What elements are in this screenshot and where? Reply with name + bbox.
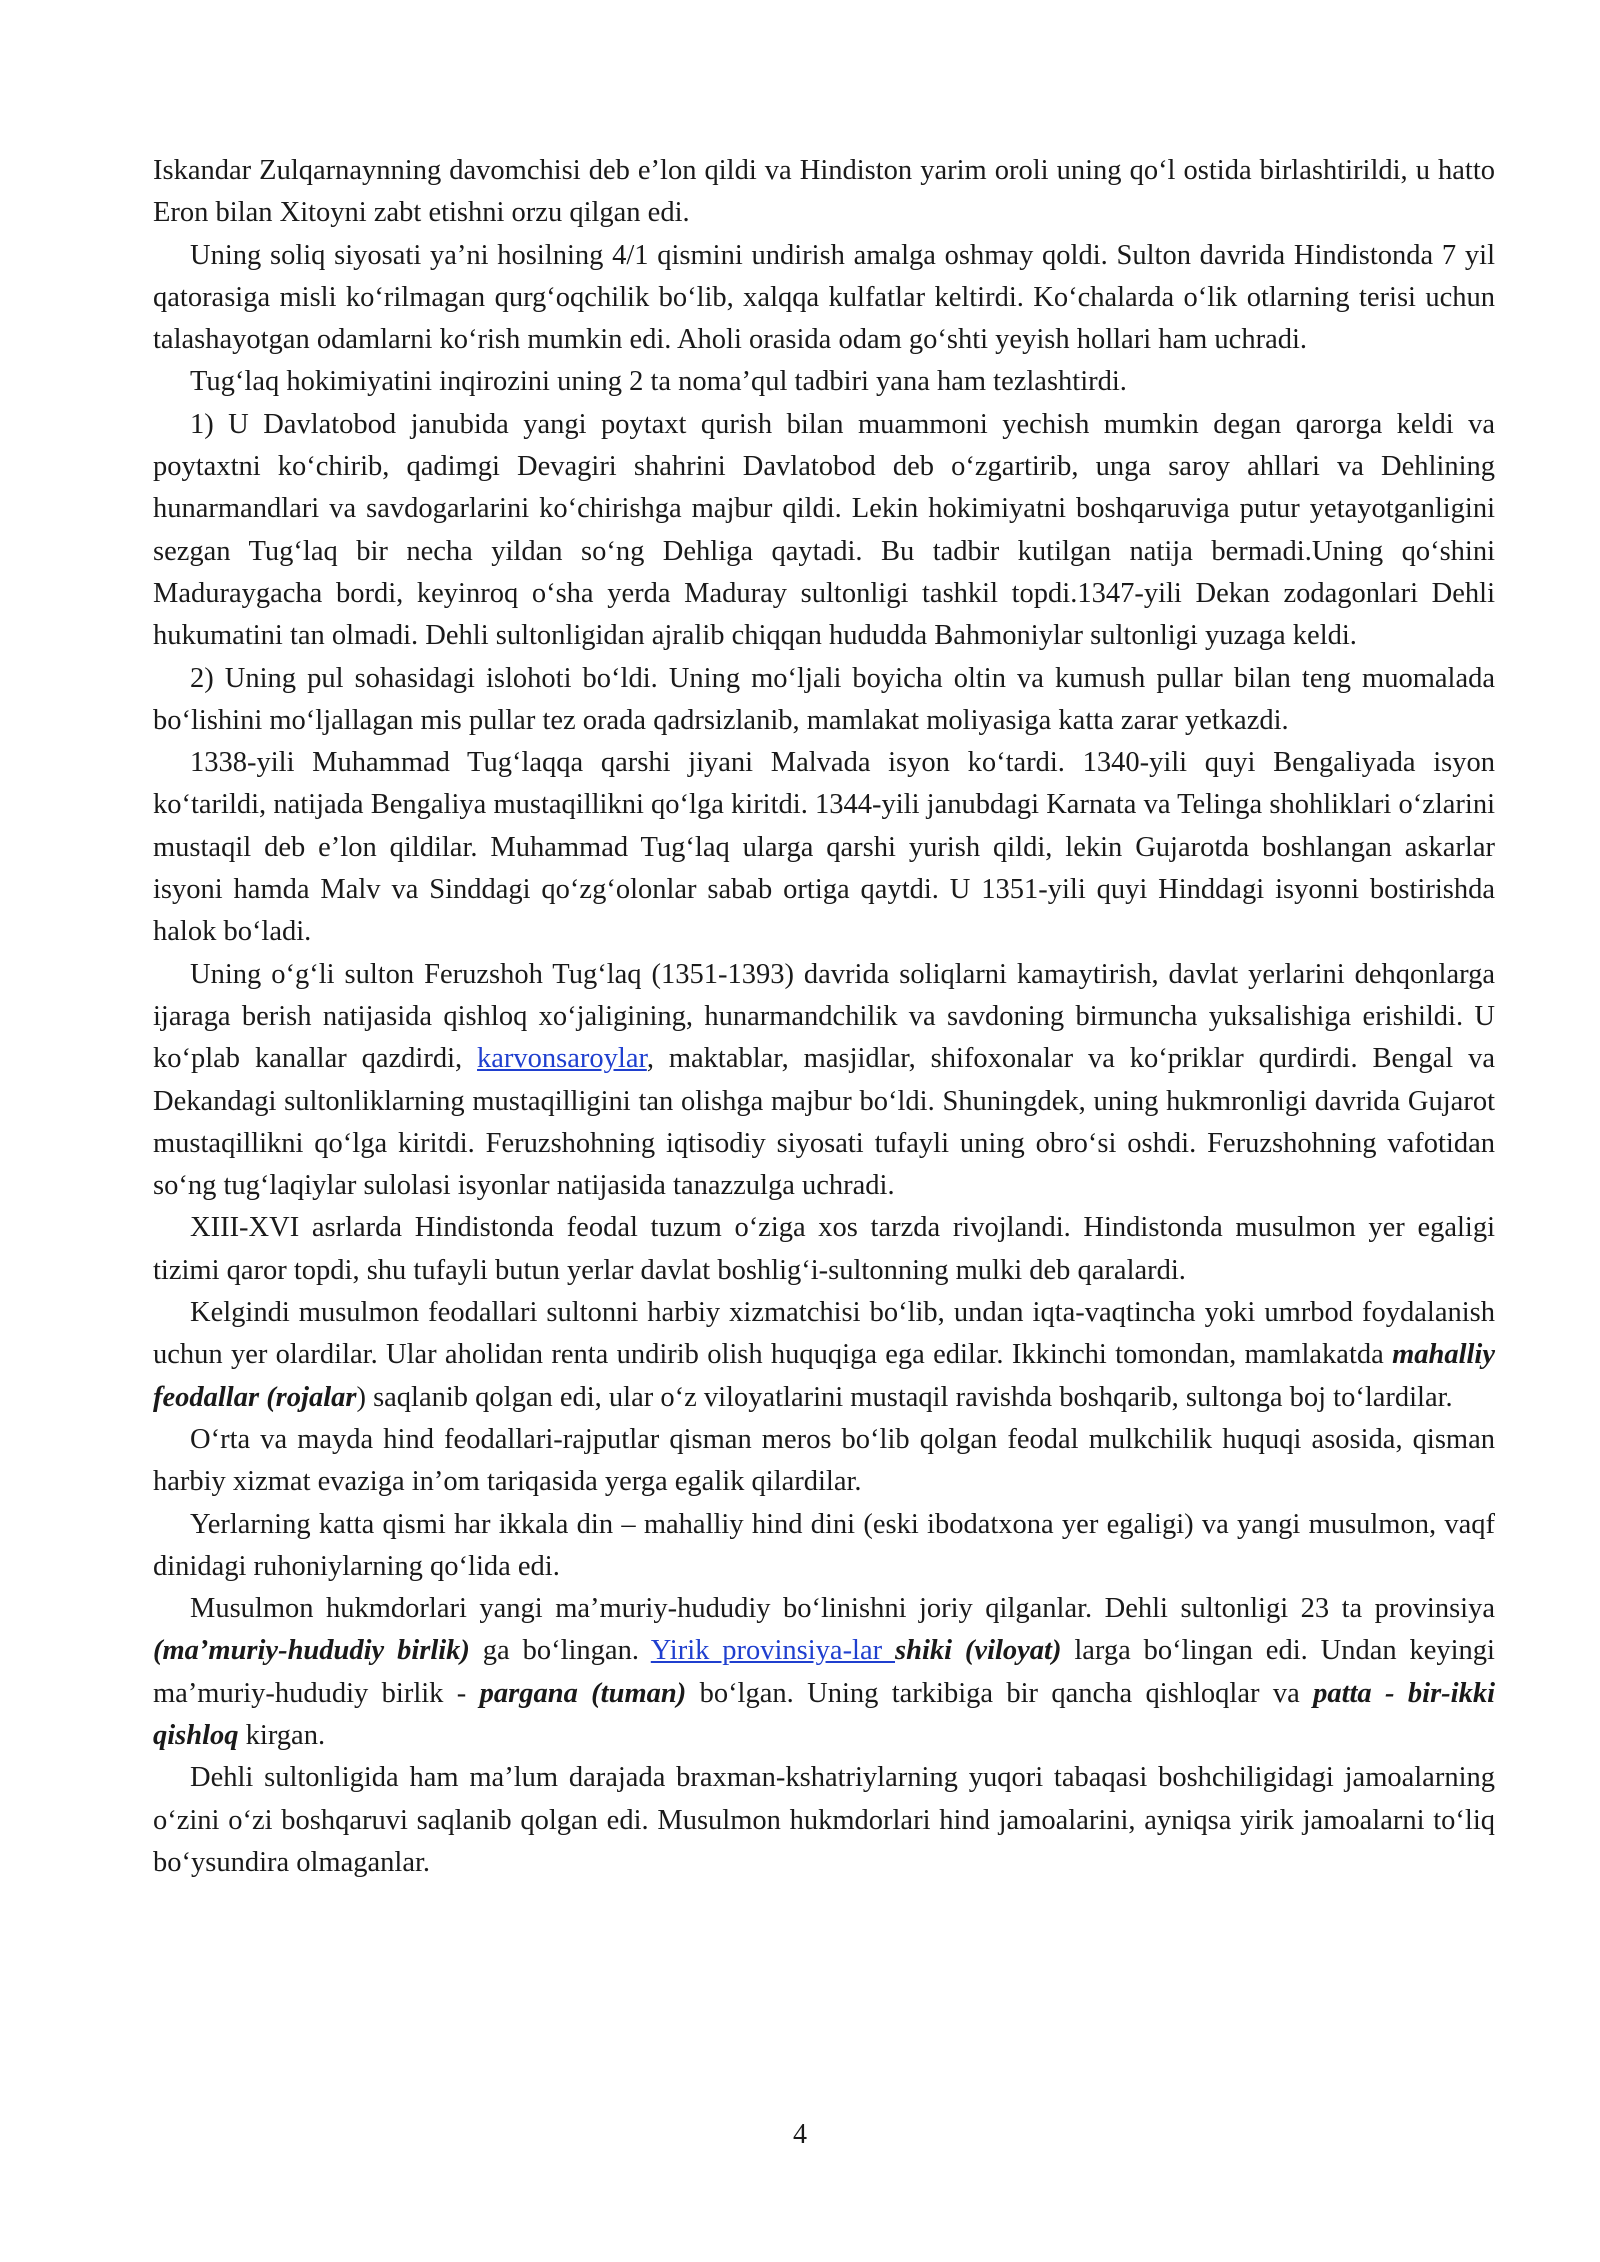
paragraph-7-text-b: , maktablar, masjidlar, shifoxonalar va ko‘priklar qurdirdi. Bengal va Dekandagi sultonliklarning mustaqilligini tan olishga majbur bo‘ldi. Shuningdek, uning hukmronligi davrida Gujarot mustaqillikni qo‘lga kiritdi. Feruzshohning iqtisodiy siyosati tufayli uning obro‘si oshdi. Feruzshohning vafotidan so‘ng tug‘laqiylar sulolasi isyonlar natijasida tanazzulga uchradi.: [153, 1043, 1495, 1202]
paragraph-8: XIII-XVI asrlarda Hindistonda feodal tuzum o‘ziga xos tarzda rivojlandi. Hindistonda musulmon yer egaligi tizimi qaror topdi, shu tufayli butun yerlar davlat boshlig‘i-sultonning mulki deb qaralardi.: [153, 1212, 1495, 1286]
document-body: [153, 150, 1495, 1884]
paragraph-12-text-a: Musulmon hukmdorlari yangi ma’muriy-hududiy bo‘linishni joriy qilganlar. Dehli sultonligi 23 ta provinsiya: [190, 1593, 1495, 1625]
paragraph-9-text-b: ) saqlanib qolgan edi, ular o‘z viloyatlarini mustaqil ravishda boshqarib, sultonga boj to‘lardilar.: [356, 1381, 1453, 1413]
paragraph-9-text-a: Kelgindi musulmon feodallari sultonni harbiy xizmatchisi bo‘lib, undan iqta-vaqtincha yoki umrbod foydalanish uchun yer olardilar. Ular aholidan renta undirib olish huquqiga ega edilar. Ikkinchi tomondan, mamlakatda: [153, 1297, 1495, 1371]
emphasis-mamuriy-hududiy-birlik: (ma’muriy-hududiy birlik): [153, 1635, 470, 1667]
paragraph-12-text-d: bo‘lgan. Uning tarkibiga bir qancha qishloqlar va: [686, 1677, 1314, 1709]
paragraph-2: Uning soliq siyosati ya’ni hosilning 4/1 qismini undirish amalga oshmay qoldi. Sulton davrida Hindistonda 7 yil qatorasiga misli ko‘rilmagan qurg‘oqchilik bo‘lib, xalqqa kulfatlar keltirdi. Ko‘chalarda o‘lik otlarning terisi uchun talashayotgan odamlarni ko‘rish mumkin edi. Aholi orasida odam go‘shti yeyish hollari ham uchradi.: [153, 239, 1495, 356]
paragraph-9: [153, 1292, 1495, 1419]
paragraph-5: 2) Uning pul sohasidagi islohoti bo‘ldi. Uning mo‘ljali boyicha oltin va kumush pullar bilan teng muomalada bo‘lishini mo‘ljallagan mis pullar tez orada qadrsizlanib, mamlakat moliyasiga katta zarar yetkazdi.: [153, 662, 1495, 736]
paragraph-12-text-e: kirgan.: [238, 1719, 326, 1751]
paragraph-7: [153, 954, 1495, 1208]
paragraph-11: Yerlarning katta qismi har ikkala din – mahalliy hind dini (eski ibodatxona yer egaligi) va yangi musulmon, vaqf dinidagi ruhoniylarning qo‘lida edi.: [153, 1508, 1495, 1582]
paragraph-6: 1338-yili Muhammad Tug‘laqqa qarshi jiyani Malvada isyon ko‘tardi. 1340-yili quyi Bengaliyada isyon ko‘tarildi, natijada Bengaliya mustaqillikni qo‘lga kiritdi. 1344-yili janubdagi Karnata va Telinga shohliklari o‘zlarini mustaqil deb e’lon qildilar. Muhammad Tug‘laq ularga qarshi yurish qildi, lekin Gujarotda boshlangan askarlar isyoni hamda Malv va Sinddagi qo‘zg‘olonlar sabab ortiga qaytdi. U 1351-yili quyi Hinddagi isyonni bostirishda halok bo‘ladi.: [153, 747, 1495, 948]
paragraph-7-text-a: Uning o‘g‘li sulton Feruzshoh Tug‘laq (1351-1393) davrida soliqlarni kamaytirish, davlat yerlarini dehqonlarga ijaraga berish natijasida qishloq xo‘jaligining, hunarmandchilik va savdoning birmuncha yuksalishiga erishildi. U ko‘plab kanallar qazdirdi,: [153, 958, 1495, 1075]
paragraph-1: Iskandar Zulqarnaynning davomchisi deb e’lon qildi va Hindiston yarim oroli uning qo‘l ostida birlashtirildi, u hatto Eron bilan Xitoyni zabt etishni orzu qilgan edi.: [153, 155, 1495, 229]
paragraph-12-text-c: larga bo‘lingan edi. Undan keyingi ma’muriy-hududiy birlik -: [153, 1635, 1495, 1709]
karvonsaroylar-link[interactable]: karvonsaroylar: [477, 1043, 647, 1075]
paragraph-12: [153, 1588, 1495, 1757]
yirik-provinsiya-link[interactable]: Yirik provinsiya-lar: [650, 1635, 896, 1667]
paragraph-10: O‘rta va mayda hind feodallari-rajputlar qisman meros bo‘lib qolgan feodal mulkchilik huquqi asosida, qisman harbiy xizmat evaziga in’om tariqasida yerga egalik qilardilar.: [153, 1423, 1495, 1498]
paragraph-12-text-b: ga bo‘lingan.: [469, 1635, 651, 1667]
paragraph-13: Dehli sultonligida ham ma’lum darajada braxman-kshatriylarning yuqori tabaqasi boshchiligidagi jamoalarning o‘zini o‘zi boshqaruvi saqlanib qolgan edi. Musulmon hukmdorlari hind jamoalarini, ayniqsa yirik jamoalarni to‘liq bo‘ysundira olmaganlar.: [153, 1762, 1495, 1878]
emphasis-shiki-viloyat: shiki (viloyat): [895, 1635, 1062, 1667]
page-number: 4: [793, 2119, 807, 2150]
paragraph-4: 1) U Davlatobod janubida yangi poytaxt qurish bilan muammoni yechish mumkin degan qarorga keldi va poytaxtni ko‘chirib, qadimgi Devagiri shahrini Davlatobod deb o‘zgartirib, unga saroy ahllari va Dehlining hunarmandlari va savdogarlarini ko‘chirishga majbur qildi. Lekin hokimiyatni boshqaruviga putur yetayotganligini sezgan Tug‘laq bir necha yildan so‘ng Dehliga qaytadi. Bu tadbir kutilgan natija bermadi.Uning qo‘shini Maduraygacha bordi, keyinroq o‘sha yerda Maduray sultonligi tashkil topdi.1347-yili Dekan zodagonlari Dehli hukumatini tan olmadi. Dehli sultonligidan ajralib chiqqan hududda Bahmoniylar sultonligi yuzaga keldi.: [153, 408, 1495, 652]
emphasis-pargana-tuman: pargana (tuman): [479, 1677, 687, 1709]
emphasis-patta: patta - bir-ikki qishloq: [153, 1677, 1495, 1751]
emphasis-mahalliy-feodallar: mahalliy feodallar (rojalar: [153, 1339, 1495, 1413]
paragraph-3: Tug‘laq hokimiyatini inqirozini uning 2 ta noma’qul tadbiri yana ham tezlashtirdi.: [190, 366, 1127, 398]
